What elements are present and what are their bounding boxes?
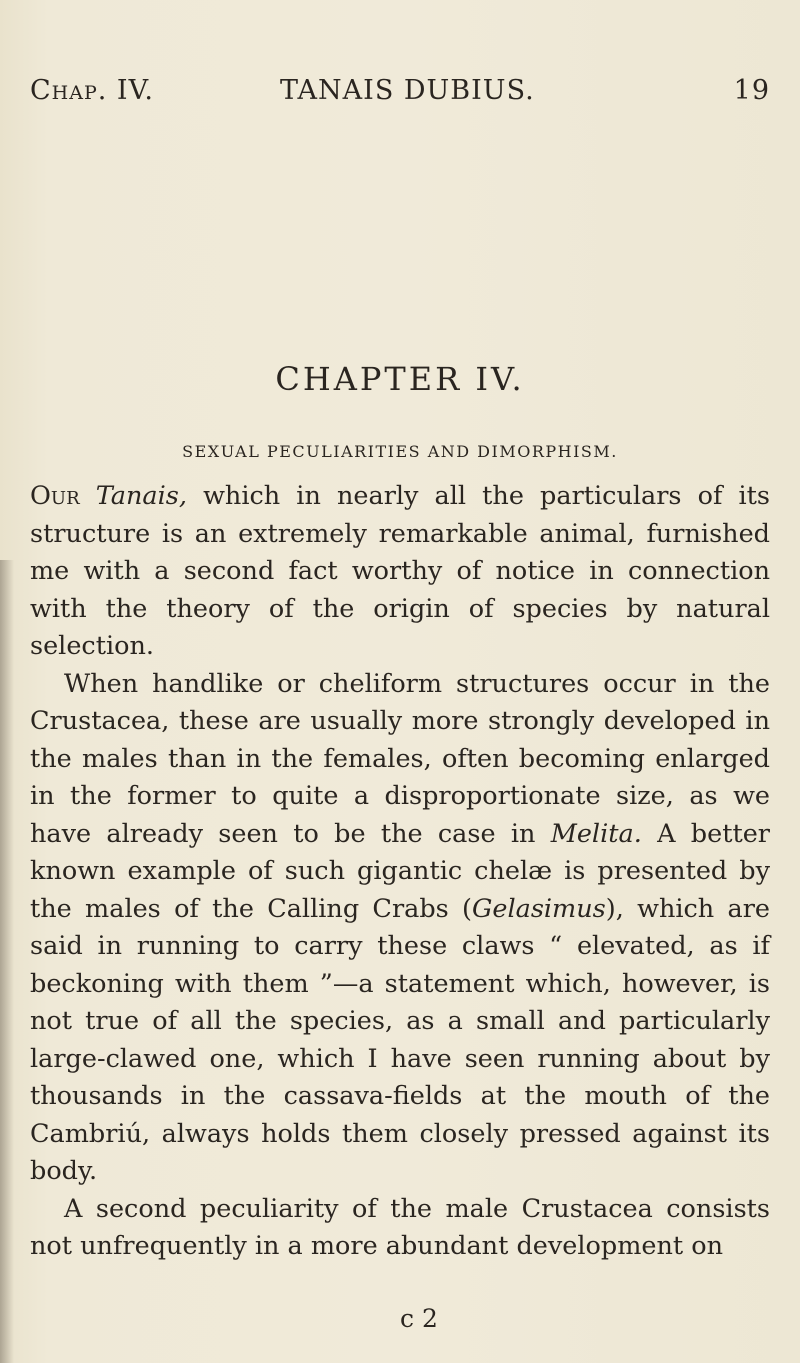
chapter-title: CHAPTER IV. xyxy=(275,360,525,398)
gutter-shadow xyxy=(0,560,14,1363)
running-head xyxy=(30,75,770,145)
page-number: 19 xyxy=(733,75,770,106)
paragraph-3-text: A second peculiarity of the male Crustacea consists not unfrequently in a more abundant development on xyxy=(30,1193,770,1261)
body-text xyxy=(30,478,770,1266)
paragraph-3 xyxy=(30,1191,770,1266)
paragraph-2 xyxy=(30,666,770,1191)
chapter-subtitle: SEXUAL PECULIARITIES AND DIMORPHISM. xyxy=(182,442,618,461)
paragraph-2-text-c: ), which are said in running to carry these claws “ elevated, as if beckoning with them ”—a statement which, however, is not true of all the species, as a small and particularly large-clawed one, which I have seen running about by thousands in the cassava-fields at the mouth of the Cambriú, always holds them closely pressed against its body. xyxy=(30,893,771,1186)
paragraph-1 xyxy=(30,478,770,666)
running-title: TANAIS DUBIUS. xyxy=(280,75,535,106)
signature-mark: c 2 xyxy=(400,1304,438,1333)
paragraph-1-text: which in nearly all the particulars of its structure is an extremely remarkable animal, furnished me with a second fact worthy of notice in connection with the theory of the origin of species by natural selection. xyxy=(30,481,770,661)
italic-melita: Melita. xyxy=(550,818,642,849)
chapter-ref: Chap. IV. xyxy=(30,75,154,106)
paragraph-2-text-b: A better known example of such gigantic chelæ is presented by the males of the Calling Crabs ( xyxy=(30,818,770,924)
italic-tanais: Tanais, xyxy=(95,481,187,511)
paragraph-2-text-a: When handlike or cheliform structures occur in the Crustacea, these are usually more strongly developed in the males than in the females, often becoming enlarged in the former to quite a disproportionate size, as we have already seen to be the case in xyxy=(30,668,770,849)
italic-gelasimus: Gelasimus xyxy=(472,893,606,924)
lead-word: Our xyxy=(30,481,80,511)
